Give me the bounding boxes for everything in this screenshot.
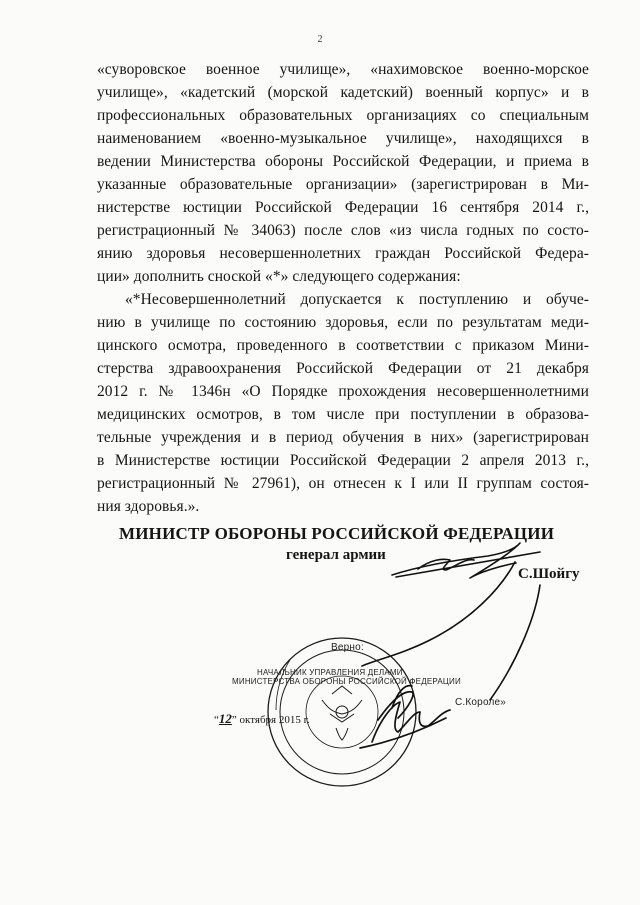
second-handwritten-signature	[360, 686, 450, 748]
paragraph-1-line-1: «суворовское военное училище», «нахимовское военно-морское	[97, 61, 589, 78]
paragraph-2-line-8: в Министерстве юстиции Российской Федерации 2 апреля 2013 г.,	[97, 452, 589, 469]
date-month-year: октября 2015 г.	[239, 714, 310, 726]
paragraph-1-line-8: регистрационный № 34063) после слов «из числа годных по состо-	[97, 222, 589, 239]
certifier-name: С.Короле»	[455, 697, 507, 708]
certified-label: Верно:	[331, 642, 364, 653]
paragraph-2-line-2: нию в училище по состоянию здоровья, если по результатам меди-	[97, 314, 589, 331]
date-day: 12	[218, 711, 232, 726]
eagle-emblem-icon	[322, 686, 362, 740]
signatory-name: С.Шойгу	[518, 566, 580, 582]
paragraph-1-line-5: ведении Министерства обороны Российской Федерации, и приема в	[97, 153, 589, 170]
paragraph-2-line-3: цинского осмотра, проведенного в соответствии с приказом Мини-	[97, 337, 589, 354]
paragraph-2-line-9: регистрационный № 27961), он отнесен к I или II группам состоя-	[97, 475, 589, 492]
paragraph-1-line-7: нистерстве юстиции Российской Федерации 16 сентября 2014 г.,	[97, 199, 589, 216]
signatory-title: МИНИСТР ОБОРОНЫ РОССИЙСКОЙ ФЕДЕРАЦИИ	[119, 524, 555, 543]
page-number: 2	[317, 34, 323, 45]
paragraph-2-line-5: 2012 г. № 1346н «О Порядке прохождения несовершеннолетними	[97, 383, 589, 400]
paragraph-2-line-4: стерства здравоохранения Российской Федерации от 21 декабря	[97, 360, 589, 377]
paragraph-1-line-10: ции» дополнить сноской «*» следующего содержания:	[97, 268, 461, 285]
signatory-rank: генерал армии	[286, 547, 386, 563]
paragraph-1-line-6: указанные образовательные организации» (зарегистрирован в Ми-	[97, 176, 589, 193]
paragraph-1-line-2: училище», «кадетский (морской кадетский) военный корпус» и в	[97, 84, 589, 101]
paragraph-1-line-3: профессиональных образовательных организациях со специальным	[97, 107, 589, 124]
paragraph-1-line-4: наименованием «военно-музыкальное училище», находящихся в	[97, 130, 589, 147]
paragraph-2-line-6: медицинских осмотров, в том числе при поступлении в образова-	[97, 406, 589, 423]
department-head-line-2: МИНИСТЕРСТВА ОБОРОНЫ РОССИЙСКОЙ ФЕДЕРАЦИИ	[232, 677, 461, 686]
paragraph-2-line-10: ния здоровья.».	[97, 498, 200, 515]
paragraph-1-line-9: янию здоровья несовершеннолетних граждан Российской Федера-	[97, 245, 589, 262]
paragraph-2-line-1: «*Несовершеннолетний допускается к поступлению и обуче-	[125, 291, 589, 308]
certification-date: “12” октября 2015 г.	[214, 711, 310, 726]
paragraph-2-line-7: тельные учреждения и в период обучения в них» (зарегистрирован	[97, 429, 589, 446]
department-head-line-1: НАЧАЛЬНИК УПРАВЛЕНИЯ ДЕЛАМИ	[257, 668, 403, 677]
